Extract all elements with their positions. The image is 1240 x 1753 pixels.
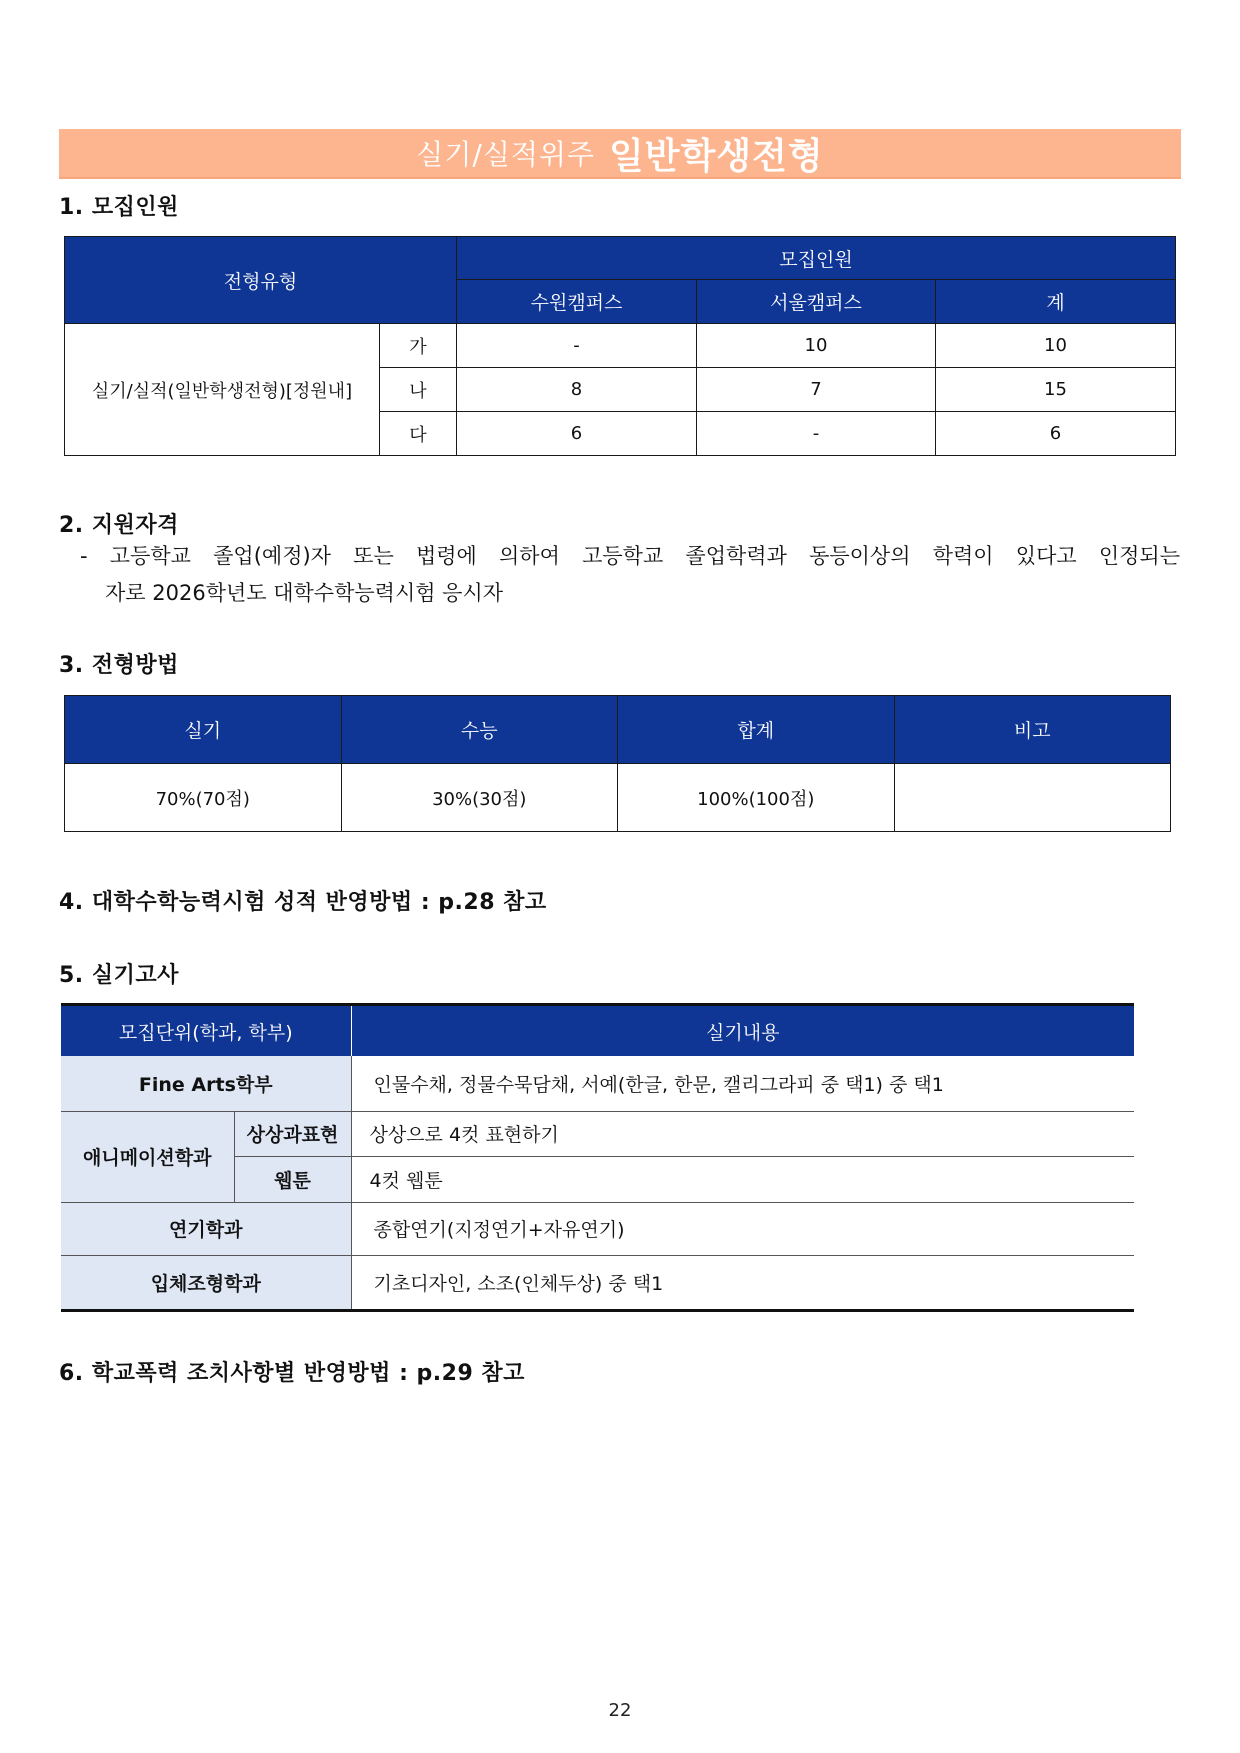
method-table	[64, 695, 1171, 832]
title-prefix: 실기/실적위주	[416, 138, 596, 171]
header-content: 실기내용	[351, 1005, 1134, 1057]
table-row	[65, 764, 1171, 832]
header-sum: 합계	[618, 696, 895, 764]
eligibility-line-2: 자로 2026학년도 대학수학능력시험 응시자	[105, 581, 504, 605]
content-imagination: 상상으로 4컷 표현하기	[351, 1111, 1134, 1156]
suwon-cell: 6	[457, 412, 697, 456]
practical-exam-table	[61, 1003, 1134, 1312]
heading-practical-exam: 5. 실기고사	[59, 963, 179, 988]
sub-unit-webtoon: 웹툰	[234, 1156, 351, 1202]
recruitment-table	[64, 236, 1176, 456]
heading-recruitment: 1. 모집인원	[59, 195, 179, 220]
header-recruit-count: 모집인원	[457, 237, 1176, 280]
unit-animation: 애니메이션학과	[61, 1111, 234, 1202]
heading-school-violence: 6. 학교폭력 조치사항별 반영방법 : p.29 참고	[59, 1361, 525, 1386]
type-label-cell: 실기/실적(일반학생전형)[정원내]	[65, 324, 380, 456]
heading-csat-method: 4. 대학수학능력시험 성적 반영방법 : p.28 참고	[59, 890, 547, 915]
group-cell: 가	[380, 324, 457, 368]
header-suwon: 수원캠퍼스	[457, 280, 697, 324]
heading-method: 3. 전형방법	[59, 653, 179, 678]
page-number: 22	[608, 1700, 632, 1721]
suwon-cell: 8	[457, 368, 697, 412]
content-webtoon: 4컷 웹툰	[351, 1156, 1134, 1202]
seoul-cell: -	[697, 412, 936, 456]
practical-value: 70%(70점)	[65, 764, 342, 832]
table-row	[65, 324, 1176, 368]
table-row	[61, 1056, 1134, 1111]
total-cell: 15	[936, 368, 1176, 412]
content-sculpture: 기초디자인, 소조(인체두상) 중 택1	[351, 1255, 1134, 1310]
header-type: 전형유형	[65, 237, 457, 324]
header-seoul: 서울캠퍼스	[697, 280, 936, 324]
header-total: 계	[936, 280, 1176, 324]
header-csat: 수능	[341, 696, 618, 764]
unit-sculpture: 입체조형학과	[61, 1255, 351, 1310]
header-note: 비고	[894, 696, 1171, 764]
group-cell: 다	[380, 412, 457, 456]
content-fine-arts: 인물수채, 정물수묵담채, 서예(한글, 한문, 캘리그라피 중 택1) 중 택1	[351, 1056, 1134, 1111]
csat-value: 30%(30점)	[341, 764, 618, 832]
table-row	[61, 1202, 1134, 1255]
eligibility-text	[80, 538, 1180, 612]
section-title-banner	[59, 129, 1181, 179]
header-practical: 실기	[65, 696, 342, 764]
total-cell: 6	[936, 412, 1176, 456]
sum-value: 100%(100점)	[618, 764, 895, 832]
sub-unit-imagination: 상상과표현	[234, 1111, 351, 1156]
content-acting: 종합연기(지정연기+자유연기)	[351, 1202, 1134, 1255]
title-main: 일반학생전형	[609, 135, 824, 177]
note-value	[894, 764, 1171, 832]
unit-acting: 연기학과	[61, 1202, 351, 1255]
eligibility-line-1: - 고등학교 졸업(예정)자 또는 법령에 의하여 고등학교 졸업학력과 동등이상의 학력이 있다고 인정되는	[80, 544, 1180, 568]
suwon-cell: -	[457, 324, 697, 368]
group-cell: 나	[380, 368, 457, 412]
heading-eligibility: 2. 지원자격	[59, 513, 179, 538]
unit-fine-arts: Fine Arts학부	[61, 1056, 351, 1111]
table-row	[61, 1111, 1134, 1156]
total-cell: 10	[936, 324, 1176, 368]
seoul-cell: 10	[697, 324, 936, 368]
header-unit: 모집단위(학과, 학부)	[61, 1005, 351, 1057]
table-row	[61, 1255, 1134, 1310]
seoul-cell: 7	[697, 368, 936, 412]
